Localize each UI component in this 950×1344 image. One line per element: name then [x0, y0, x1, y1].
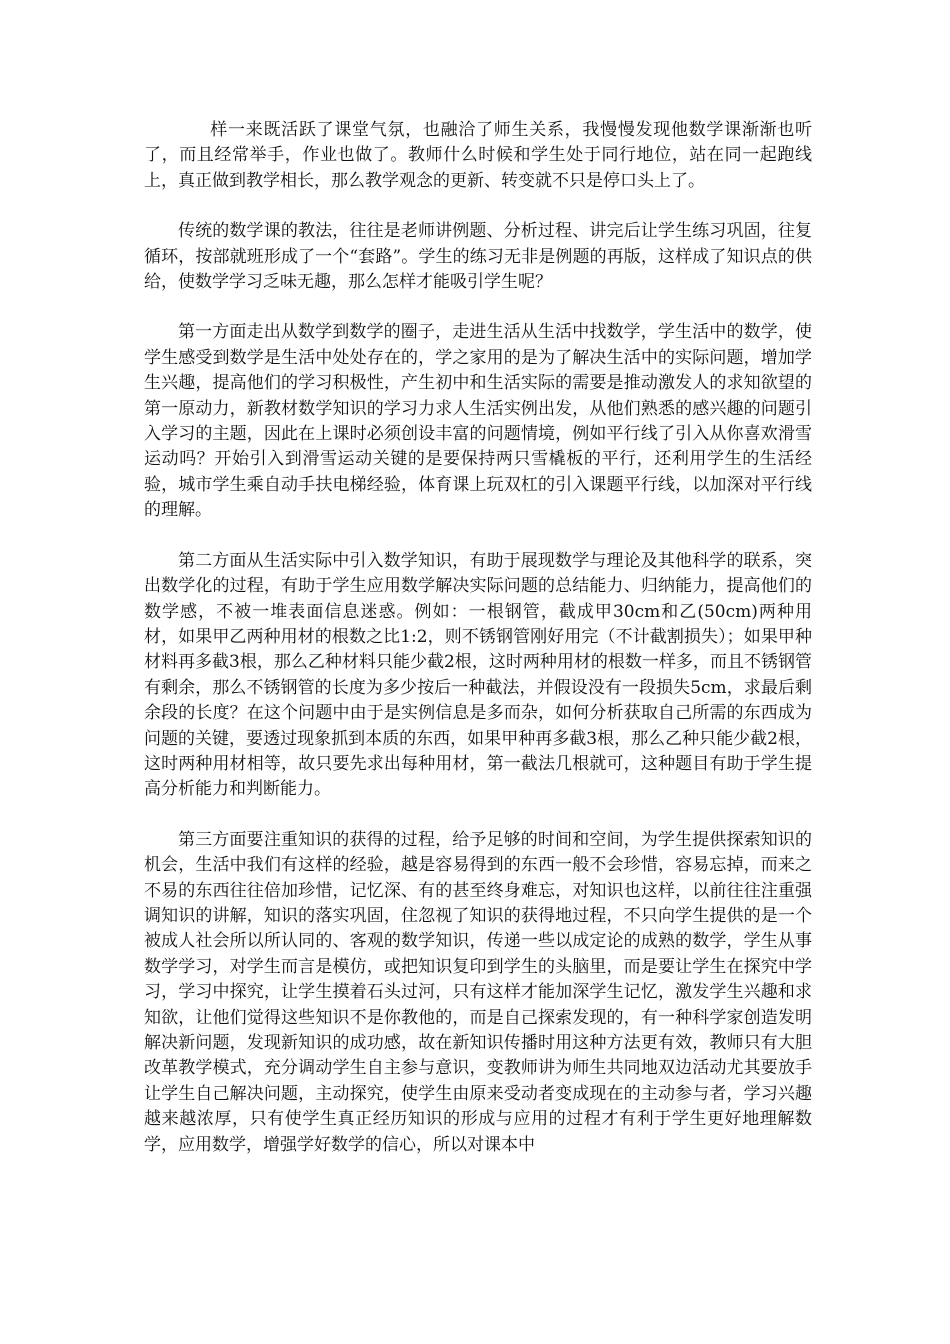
- paragraph-1: 样一来既活跃了课堂气氛，也融洽了师生关系，我慢慢发现他数学课渐渐也听了，而且经常举手，作业也做了。教师什么时候和学生处于同行地位，站在同一起跑线上，真正做到教学相长，那么教学观念的更新、转变就不只是停口头上了。: [144, 120, 812, 191]
- paragraph-2: 传统的数学课的教法，往往是老师讲例题、分析过程、讲完后让学生练习巩固，往复循环，按部就班形成了一个“套路”。学生的练习无非是例题的再版，这样成了知识点的供给，使数学学习乏味无趣，那么怎样才能吸引学生呢？: [144, 221, 812, 293]
- document-body: [144, 118, 812, 1183]
- paragraph-3: 第一方面走出从数学到数学的圈子，走进生活从生活中找数学，学生活中的数学，使学生感受到数学是生活中处处存在的，学之家用的是为了解决生活中的实际问题，增加学生兴趣，提高他们的学习积极性，产生初中和生活实际的需要是推动激发人的求知欲望的第一原动力，新教材数学知识的学习力求人生活实例出发，从他们熟悉的感兴趣的问题引入学习的主题，因此在上课时必须创设丰富的问题情境，例如平行线了引入从你喜欢滑雪运动吗？开始引入到滑雪运动关键的是要保持两只雪橇板的平行，还利用学生的生活经验，城市学生乘自动手扶电梯经验，体育课上玩双杠的引入课题平行线，以加深对平行线的理解。: [144, 322, 812, 521]
- paragraph-4: 第二方面从生活实际中引入数学知识，有助于展现数学与理论及其他科学的联系，突出数学化的过程，有助于学生应用数学解决实际问题的总结能力、归纳能力，提高他们的数学感，不被一堆表面信息迷惑。例如：一根钢管，截成甲30cm和乙(50cm)两种用材，如果甲乙两种用材的根数之比1:2，则不锈钢管刚好用完（不计截割损失）；如果甲种材料再多截3根，那么乙种材料只能少截2根，这时两种用材的根数一样多，而且不锈钢管有剩余，那么不锈钢管的长度为多少按后一种截法，并假设没有一段损失5cm，求最后剩余段的长度？在这个问题中由于是实例信息是多而杂，如何分析获取自己所需的东西成为问题的关键，要透过现象抓到本质的东西，如果甲种再多截3根，那么乙种只能少截2根，这时两种用材相等，故只要先求出每种用材，第一截法几根就可，这种题目有助于学生提高分析能力和判断能力。: [144, 550, 812, 800]
- paragraph-5: 第三方面要注重知识的获得的过程，给予足够的时间和空间，为学生提供探索知识的机会，生活中我们有这样的经验，越是容易得到的东西一般不会珍惜，容易忘掉，而来之不易的东西往往倍加珍惜，记忆深、有的甚至终身难忘，对知识也这样，以前往往注重强调知识的讲解，知识的落实巩固，住忽视了知识的获得地过程，不只向学生提供的是一个被成人社会所以所认同的、客观的数学知识，传递一些以成定论的成熟的数学，学生从事数学学习，对学生而言是模仿，或把知识复印到学生的头脑里，而是要让学生在探究中学习，学习中探究，让学生摸着石头过河，只有这样才能加深学生记忆，激发学生兴趣和求知欲，让他们觉得这些知识不是你教他的，而是自己探索发现的，有一种科学家创造发明解决新问题，发现新知识的成功感，故在新知识传播时用这种方法更有效，教师只有大胆改革教学模式，充分调动学生自主参与意识，变教师讲为师生共同地双边活动尤其要放手让学生自己解决问题，主动探究，使学生由原来受动者变成现在的主动参与者，学习兴趣越来越浓厚，只有使学生真正经历知识的形成与应用的过程才有利于学生更好地理解数学，应用数学，增强学好数学的信心，所以对课本中: [144, 829, 812, 1155]
